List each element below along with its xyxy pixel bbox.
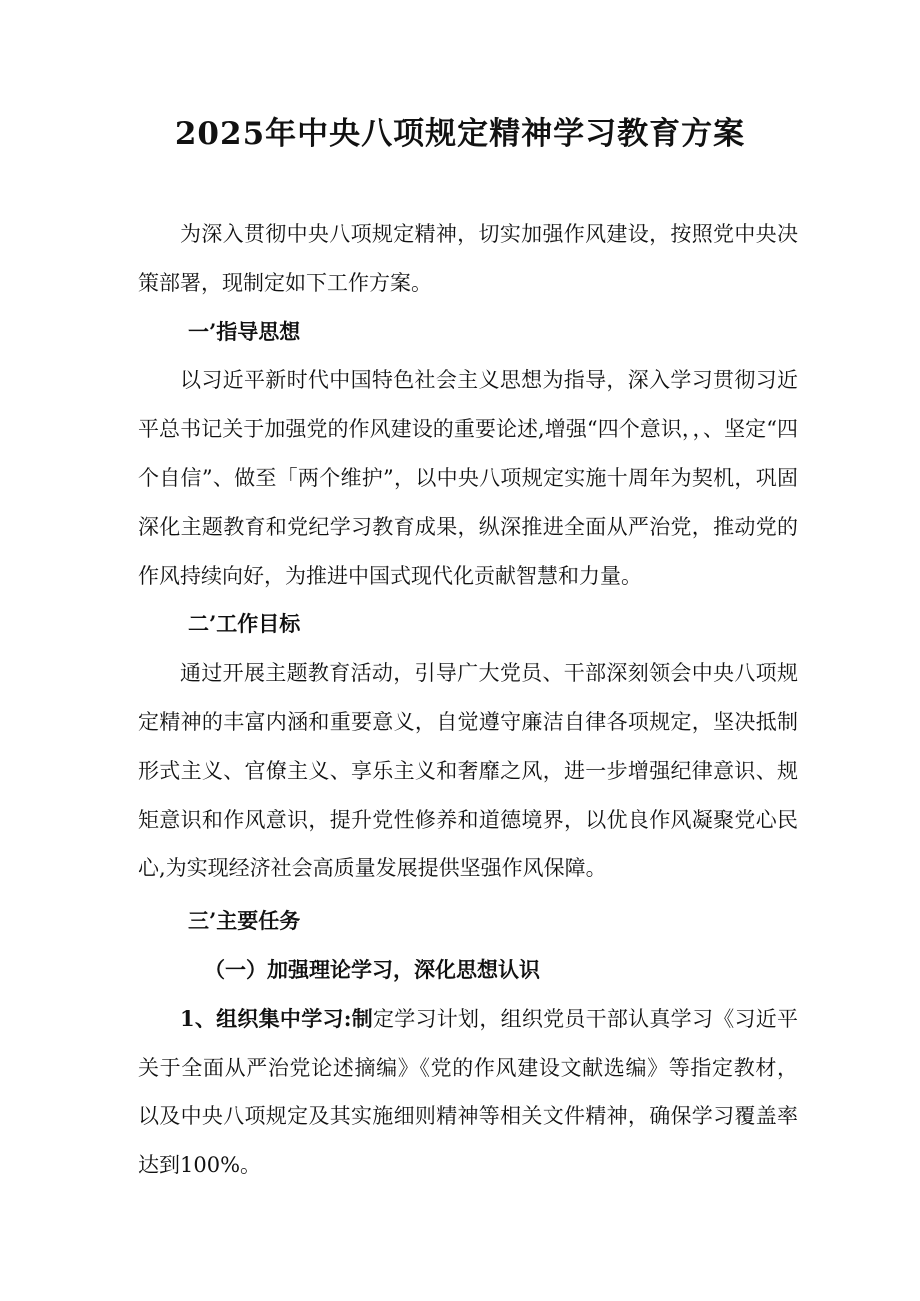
document-title: 2025年中央八项规定精神学习教育方案: [174, 116, 746, 152]
section-heading-main-tasks: 三’主要任务: [188, 908, 301, 934]
section-heading-guiding-ideology: 一’指导思想: [188, 318, 301, 344]
intro-paragraph: 为深入贯彻中央八项规定精神，切实加强作风建设，按照党中央决策部署，现制定如下工作方案。: [138, 222, 798, 295]
task-item-lead-char: 制: [351, 1005, 373, 1031]
task-item-lead: 1、组织集中学习:: [180, 1005, 352, 1031]
task-item-body: 定学习计划，组织党员干部认真学习《习近平关于全面从严治党论述摘编》《党的作风建设文献选编》等指定教材，以及中央八项规定及其实施细则精神等相关文件精神，确保学习覆盖率达到100%。: [138, 1006, 798, 1178]
document-body: [138, 210, 798, 1190]
subsection-heading-theory-study: （一）加强理论学习，深化思想认识: [204, 956, 540, 982]
guiding-ideology-paragraph: 以习近平新时代中国特色社会主义思想为指导，深入学习贯彻习近平总书记关于加强党的作风建设的重要论述,增强“四个意识，，、坚定“四个自信”、做至「两个维护”，以中央八项规定实施十周年为契机，巩固深化主题教育和党纪学习教育成果，纵深推进全面从严治党，推动党的作风持续向好，为推进中国式现代化贡献智慧和力量。: [138, 368, 798, 588]
section-heading-work-goals: 二’工作目标: [188, 611, 301, 637]
work-goals-paragraph: 通过开展主题教育活动，引导广大党员、干部深刻领会中央八项规定精神的丰富内涵和重要意义，自觉遵守廉洁自律各项规定，坚决抵制形式主义、官僚主义、享乐主义和奢靡之风，进一步增强纪律意识、规矩意识和作风意识，提升党性修养和道德境界，以优良作风凝聚党心民心,为实现经济社会高质量发展提供坚强作风保障。: [138, 661, 798, 881]
task-item-centralized-study: [138, 995, 798, 1190]
